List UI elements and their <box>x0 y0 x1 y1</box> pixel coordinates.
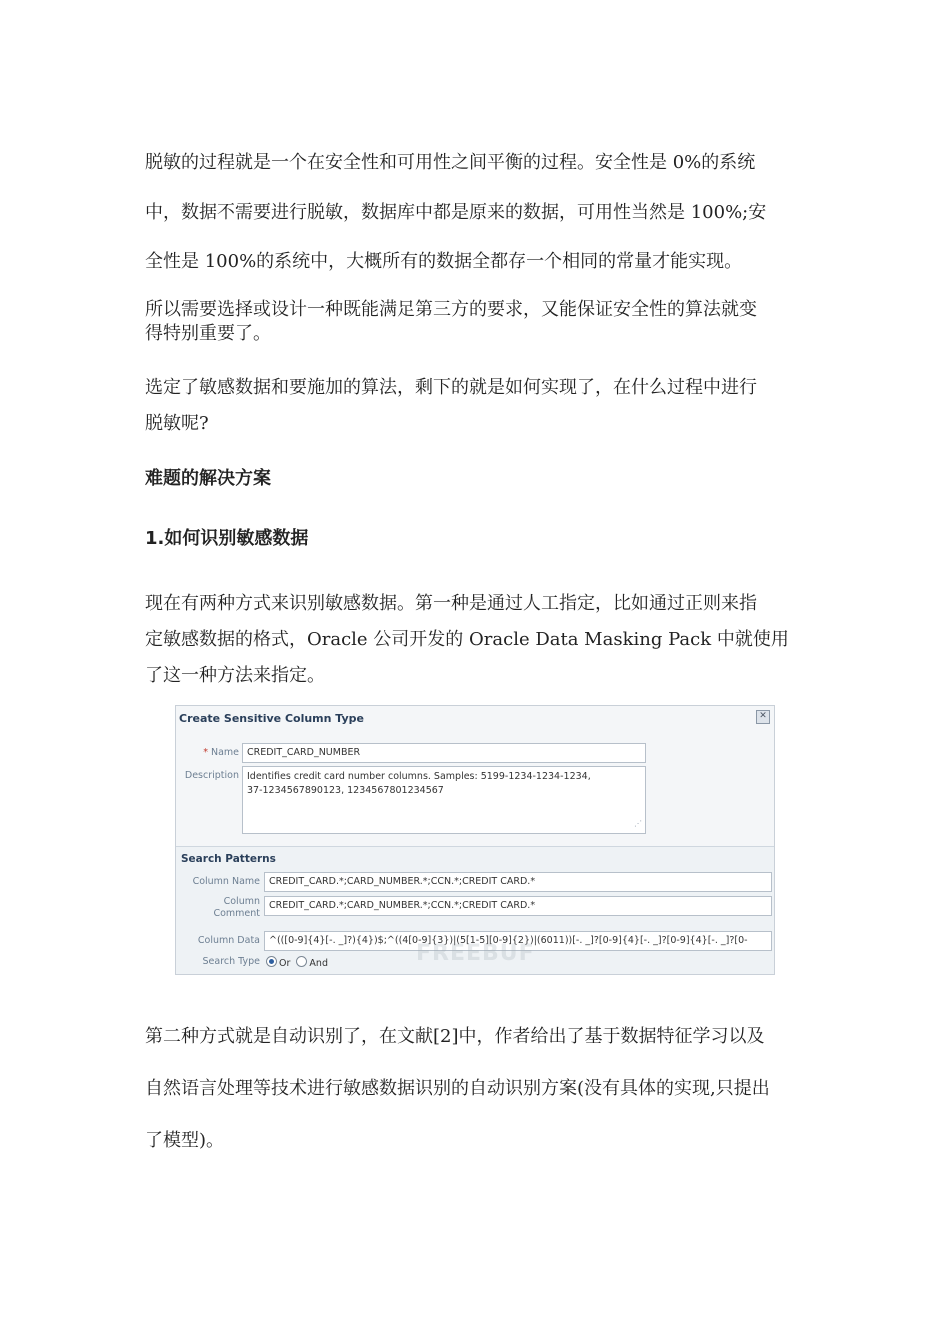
text-line: 得特别重要了。 <box>145 323 271 344</box>
search-type-or-label: Or <box>279 958 291 969</box>
search-type-radio-group <box>266 956 328 969</box>
column-comment-label-line: Comment <box>213 908 260 919</box>
paragraph-process <box>145 370 810 442</box>
text-line: 了这一种方法来指定。 <box>145 665 325 686</box>
column-name-label: Column Name <box>192 876 260 887</box>
text-line: 脱敏呢? <box>145 413 209 434</box>
column-comment-input[interactable]: CREDIT_CARD.*;CARD_NUMBER.*;CCN.*;CREDIT CARD.* <box>264 896 772 916</box>
column-comment-label-line: Column <box>223 896 260 907</box>
text-line: 现在有两种方式来识别敏感数据。第一种是通过人工指定，比如通过正则来指 <box>145 593 757 614</box>
close-icon[interactable]: ✕ <box>756 710 770 724</box>
description-line: Identifies credit card number columns. Samples: 5199-1234-1234-1234, <box>247 771 591 782</box>
dialog-title: Create Sensitive Column Type <box>179 712 365 725</box>
search-type-and-label: And <box>309 958 328 969</box>
sensitive-column-type-dialog <box>175 705 775 975</box>
text-line: 脱敏的过程就是一个在安全性和可用性之间平衡的过程。安全性是 0%的系统 <box>145 152 756 173</box>
text-line: 选定了敏感数据和要施加的算法，剩下的就是如何实现了，在什么过程中进行 <box>145 377 757 398</box>
subsection-heading: 1.如何识别敏感数据 <box>145 528 309 549</box>
watermark: FREEBUF <box>416 941 535 966</box>
paragraph-manual-identification <box>145 586 810 694</box>
paragraph-algorithm <box>145 298 810 346</box>
description-textarea[interactable] <box>242 766 646 834</box>
required-mark: * <box>203 747 208 758</box>
name-input[interactable]: CREDIT_CARD_NUMBER <box>242 743 646 763</box>
column-comment-label <box>181 896 260 920</box>
text-line: 自然语言处理等技术进行敏感数据识别的自动识别方案(没有具体的实现,只提出 <box>145 1078 770 1099</box>
paragraph-balance <box>145 138 810 287</box>
paragraph-auto-identification <box>145 1011 810 1167</box>
column-data-label: Column Data <box>197 935 260 946</box>
text-line: 所以需要选择或设计一种既能满足第三方的要求，又能保证安全性的算法就变 <box>145 299 757 320</box>
column-name-input[interactable]: CREDIT_CARD.*;CARD_NUMBER.*;CCN.*;CREDIT CARD.* <box>264 872 772 892</box>
text-line: 全性是 100%的系统中，大概所有的数据全都存一个相同的常量才能实现。 <box>145 251 743 272</box>
text-line: 中，数据不需要进行脱敏，数据库中都是原来的数据，可用性当然是 100%;安 <box>145 201 767 223</box>
column-data-input[interactable]: ^(([0-9]{4}[-. _]?){4})$;^((4[0-9]{3})|(5[1-5][0-9]{2})|(6011))[-. _]?[0-9]{4}[-. _]?[0-9]{4}[-. _]?[0- <box>264 931 772 951</box>
name-label-text: Name <box>210 747 239 758</box>
name-label <box>181 747 239 758</box>
search-type-label: Search Type <box>202 956 260 967</box>
text-line: 第二种方式就是自动识别了，在文献[2]中，作者给出了基于数据特征学习以及 <box>145 1026 765 1047</box>
text-line: 定敏感数据的格式，Oracle 公司开发的 Oracle Data Masking Pack 中就使用 <box>145 629 789 650</box>
search-patterns-title: Search Patterns <box>181 853 276 865</box>
description-label: Description <box>184 770 239 781</box>
search-type-or-radio[interactable] <box>266 956 277 967</box>
search-type-and-radio[interactable] <box>296 956 307 967</box>
section-heading: 难题的解决方案 <box>145 468 271 489</box>
description-line: 37-1234567890123, 1234567801234567 <box>247 785 444 796</box>
resize-grip-icon[interactable]: ⋰ <box>634 819 642 828</box>
text-line: 了模型)。 <box>145 1130 225 1151</box>
